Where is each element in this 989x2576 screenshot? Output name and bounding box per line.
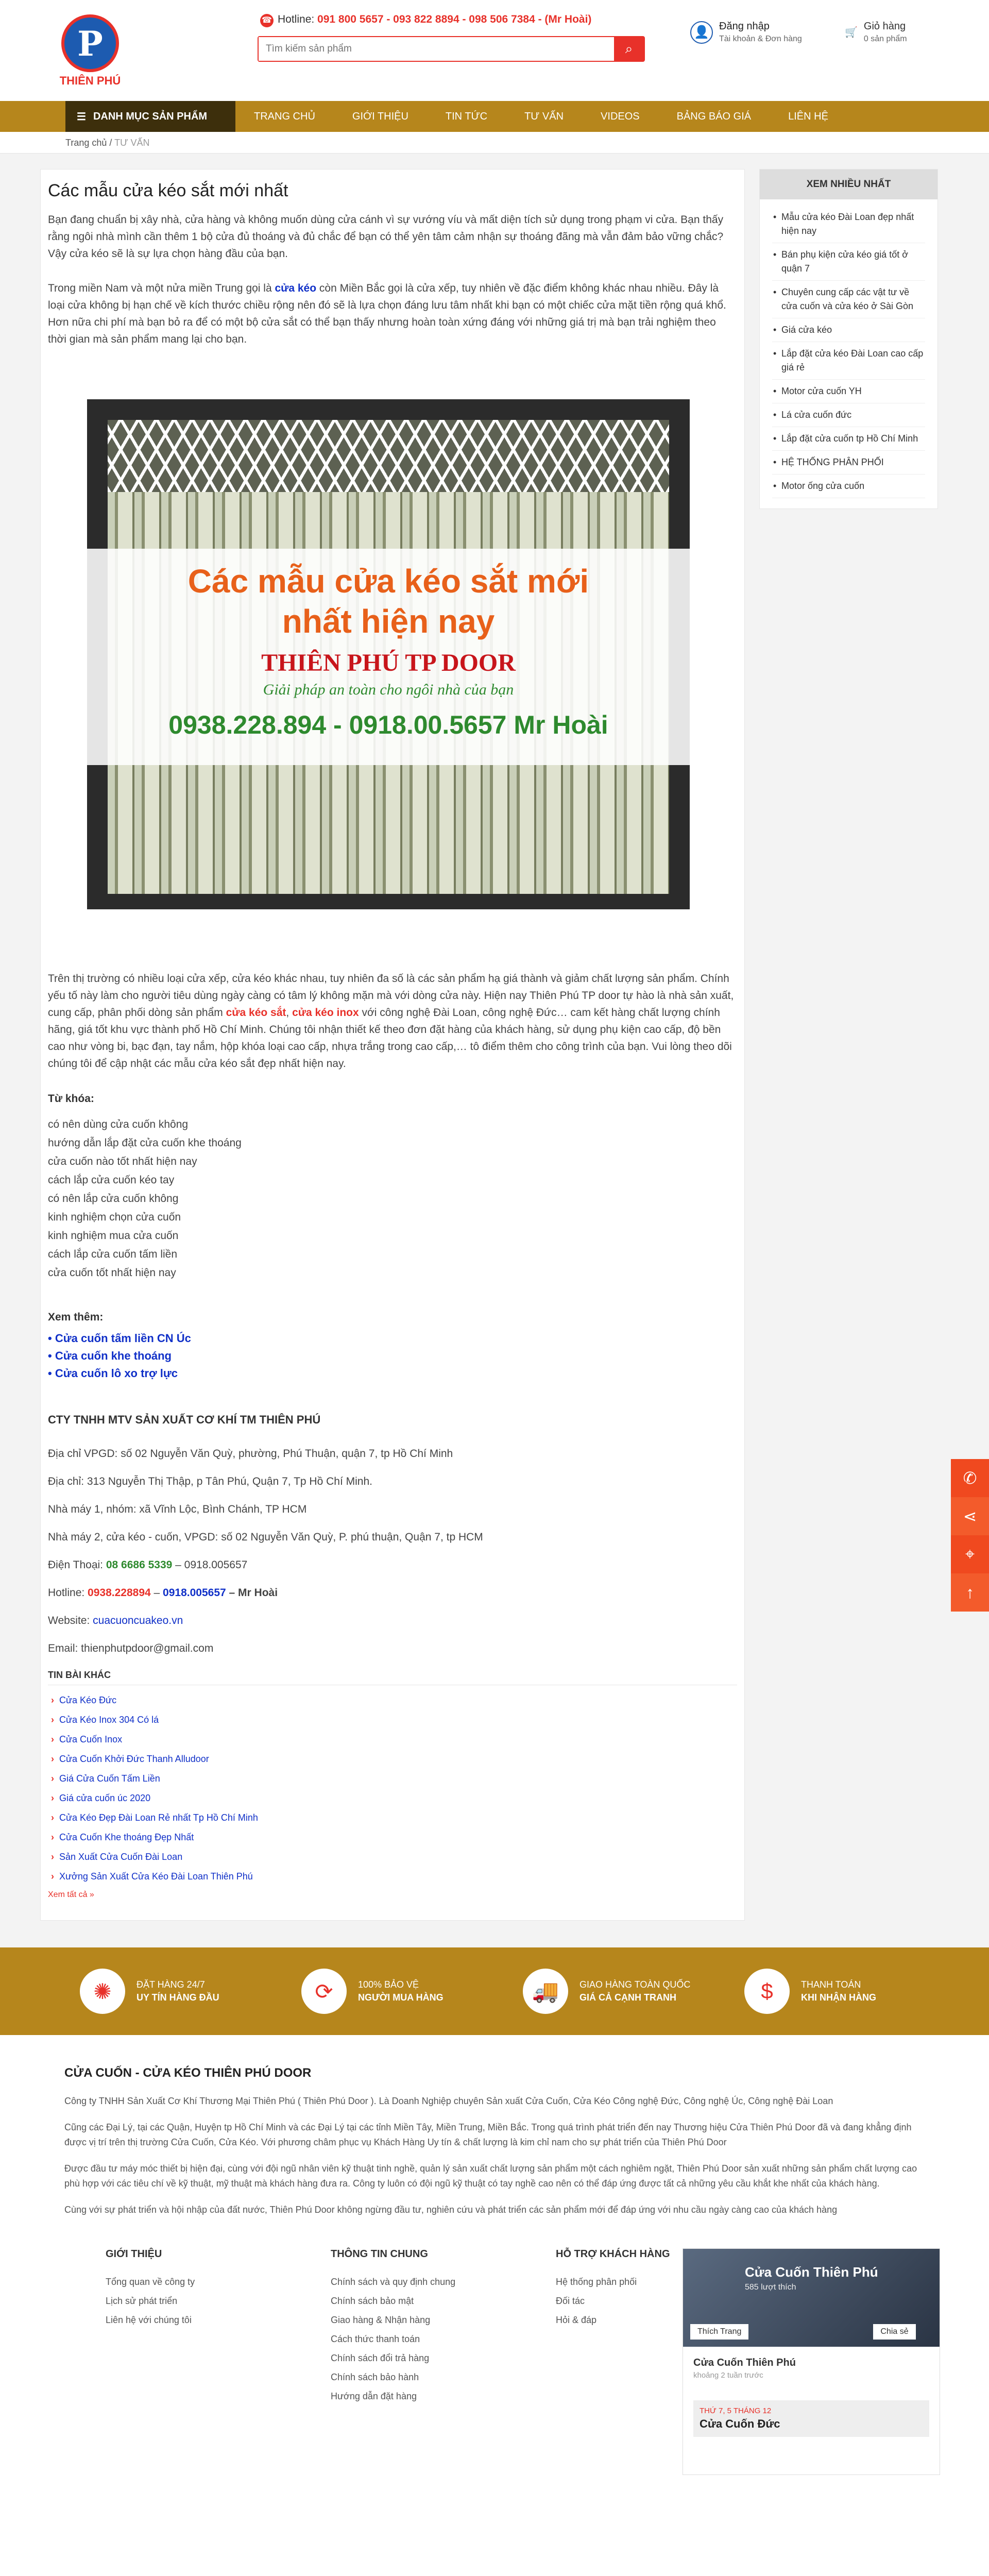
- see-more-title: Xem thêm:: [48, 1311, 104, 1323]
- other-news-item[interactable]: › Cửa Cuốn Khe thoáng Đẹp Nhất: [48, 1827, 737, 1847]
- hero-image: [87, 399, 690, 909]
- phone-icon: ☎: [260, 14, 274, 27]
- hero-line-2: nhất hiện nay: [282, 603, 495, 640]
- most-viewed-item[interactable]: • Lắp đặt cửa cuốn tp Hồ Chí Minh: [772, 427, 925, 451]
- login-sub: Tài khoản & Đơn hàng: [719, 35, 802, 43]
- hero-line-1: Các mẫu cửa kéo sắt mới: [187, 563, 589, 600]
- company-info: [48, 1413, 737, 1663]
- about-paragraph: Cùng với sự phát triển và hội nhập của đất nước, Thiên Phú Door không ngừng đầu tư, nghiên cứu và phát triển các sản phẩm mới để đáp ứng với nhu cầu ngày càng cao của khách hàng: [64, 2205, 838, 2215]
- nav-advice[interactable]: TƯ VẤN: [524, 110, 564, 122]
- most-viewed-item[interactable]: • Lá cửa cuốn đức: [772, 403, 925, 427]
- keyword-item: hướng dẫn lắp đặt cửa cuốn khe thoáng: [48, 1137, 242, 1149]
- facebook-page-name[interactable]: Cửa Cuốn Thiên Phú: [745, 2264, 878, 2280]
- company-website-link[interactable]: cuacuoncuakeo.vn: [93, 1615, 183, 1626]
- share-icon: ⋖: [963, 1507, 977, 1526]
- footer-link[interactable]: Hướng dẫn đặt hàng: [331, 2391, 417, 2401]
- most-viewed-box: [759, 169, 938, 509]
- article-paragraph-3: Trên thị trường có nhiều loại cửa xếp, cửa kéo khác nhau, tuy nhiên đa số là các sản phẩm hạ giá thành và giảm chất lượng sản phẩm. Chính yếu tố này làm cho người tiêu dùng ngày càng có tâm lý không mặn mà với dòng cửa này. Hiện nay Thiên Phú TP door tự hào là nhà sản xuất, cung cấp, phân phối dòng sản phẩm cửa kéo sắt, cửa kéo inox với công nghệ Đài Loan, công nghệ Đức… cam kết hàng chất lượng chính hãng, giá tốt khu vực thành phố Hồ Chí Minh. Chúng tôi nhận thiết kế theo đơn đặt hàng của khách hàng, sử dụng phụ kiện cao cấp, độ bền cao như vòng bi, bạc đạn, tay nắm, hộp khóa loại cao cấp, nhựa trắng trong cao cấp,… tô điểm thêm cho công trình của bạn. Vui lòng theo dõi chúng tôi để cập nhật các mẫu cửa kéo sắt đẹp nhất hiện nay.: [48, 973, 734, 1070]
- about-paragraph: Được đầu tư máy móc thiết bị hiện đại, cùng với đội ngũ nhân viên kỹ thuật tinh nghề, quản lý sản xuất chất lượng sản phẩm một cách nghiêm ngặt, Thiên Phú Door sản xuất những sản phẩm chất lượng cao phù hợp với các tiêu chí về kỹ thuật, mỹ thuật mà khách hàng đưa ra. Công ty luôn có đội ngũ kỹ thuật có tay nghề cao nên có thể đáp ứng được tất cả những yêu cầu khắt khe nhất của khách hàng.: [64, 2163, 917, 2189]
- hero-slogan: Giải pháp an toàn cho ngôi nhà của bạn: [263, 681, 514, 698]
- about-paragraph: Công ty TNHH Sản Xuất Cơ Khí Thương Mại Thiên Phú ( Thiên Phú Door ). Là Doanh Nghiệp chuyên Sản xuất Cửa Cuốn, Cửa Kéo Công nghệ Đức, Công nghệ Úc, Công nghệ Đài Loan: [64, 2096, 833, 2106]
- money-icon: $: [744, 1969, 790, 2014]
- truck-icon: 🚚: [523, 1969, 568, 2014]
- footer-link[interactable]: Đối tác: [556, 2296, 585, 2306]
- keyword-item: cửa cuốn nào tốt nhất hiện nay: [48, 1156, 197, 1167]
- search-input[interactable]: [259, 37, 614, 61]
- cart-sub: 0 sản phẩm: [863, 35, 907, 43]
- keywords-list: [48, 1115, 737, 1282]
- hotline: [260, 13, 591, 27]
- user-icon: 👤: [690, 21, 713, 44]
- keywords-title: Từ khóa:: [48, 1093, 94, 1105]
- breadcrumb-separator: /: [109, 138, 112, 148]
- other-news-item[interactable]: › Cửa Cuốn Inox: [48, 1730, 737, 1749]
- breadcrumb-home[interactable]: Trang chủ: [65, 138, 107, 148]
- see-more-link[interactable]: • Cửa cuốn khe thoáng: [48, 1347, 737, 1365]
- hero-brand: THIÊN PHÚ TP DOOR: [261, 649, 516, 676]
- hotline-numbers[interactable]: 091 800 5657 - 093 822 8894 - 098 506 7384 - (Mr Hoài): [317, 13, 592, 25]
- other-news-item[interactable]: › Cửa Cuốn Khởi Đức Thanh Alludoor: [48, 1749, 737, 1769]
- keyword-item: cách lắp cửa cuốn tấm liền: [48, 1248, 178, 1260]
- footer-link[interactable]: Tổng quan về công ty: [106, 2277, 195, 2287]
- most-viewed-item[interactable]: • Motor cửa cuốn YH: [772, 380, 925, 403]
- cart-link[interactable]: [845, 21, 907, 44]
- cart-label: Giỏ hàng: [863, 21, 906, 32]
- category-menu-button[interactable]: [65, 101, 235, 132]
- footer-link[interactable]: Chính sách đổi trả hàng: [331, 2353, 430, 2363]
- article: [40, 169, 745, 1921]
- other-news-item[interactable]: › Giá cửa cuốn úc 2020: [48, 1788, 737, 1808]
- main-nav: [0, 101, 989, 132]
- other-news-item[interactable]: › Cửa Kéo Đẹp Đài Loan Rẻ nhất Tp Hồ Chí Minh: [48, 1808, 737, 1827]
- service-item: $ THANH TOÁN KHI NHẬN HÀNG: [744, 1969, 966, 2014]
- article-intro: Bạn đang chuẩn bị xây nhà, cửa hàng và không muốn dùng cửa cánh vì sự vướng víu và mất diện tích sử dụng trong phạm vi cửa. Bạn thấy rằng ngôi nhà mình cần thêm 1 bộ cửa đủ thoáng và đủ chắc để bạn có thể yên tâm cảm nhận sự thoáng đãng mà vẫn đảm bảo vững chắc? Vậy cửa kéo sẽ là sự lựa chọn hàng đầu của bạn.: [48, 214, 724, 260]
- keyword-item: kinh nghiệm chọn cửa cuốn: [48, 1211, 181, 1223]
- see-all-link[interactable]: Xem tất cả »: [48, 1890, 94, 1899]
- hero-banner: [87, 549, 690, 765]
- hotline-label: Hotline:: [278, 13, 315, 25]
- footer-link[interactable]: Chính sách và quy định chung: [331, 2277, 456, 2287]
- article-paragraph-2: Trong miền Nam và một nửa miền Trung gọi là cửa kéo còn Miền Bắc gọi là cửa xếp, tuy nhiên về đặc điểm không khác nhau nhiều. Đây là loại cửa không bị hạn chế về kích thước chiều rộng nên đó sẽ là lựa chọn đáng lưu tâm nhất khi bạn có một chiếc cửa mặt tiền rộng quá khổ. Hơn nữa chi phí mà bạn bỏ ra để có một bộ cửa sắt có thể bạn thấy nhưng hoàn toàn xứng đáng với những giá trị mà bạn trải nghiệm theo thời gian mà sản phẩm mang lại cho bạn.: [48, 282, 726, 345]
- company-factory-2: Nhà máy 2, cửa kéo - cuốn, VPGD: số 02 Nguyễn Văn Quỳ, P. phú thuận, Quận 7, tp HCM: [48, 1531, 483, 1543]
- search-icon: ⌕: [625, 41, 633, 56]
- breadcrumb-current: TƯ VẤN: [114, 138, 150, 148]
- facebook-widget: [683, 2248, 940, 2475]
- link-cua-keo-sat[interactable]: cửa kéo sắt: [226, 1007, 286, 1019]
- company-hotline: Hotline: 0938.228894 – 0918.005657 – Mr Hoài: [48, 1587, 278, 1599]
- sidebar: [759, 169, 938, 1921]
- arrow-up-icon: ↑: [966, 1583, 974, 1602]
- nav-videos[interactable]: VIDEOS: [601, 110, 640, 122]
- main-area: [0, 154, 989, 1947]
- nav-news[interactable]: TIN TỨC: [445, 110, 488, 122]
- account-link[interactable]: [690, 21, 802, 44]
- logo-text: THIÊN PHÚ: [59, 74, 121, 87]
- most-viewed-title: XEM NHIỀU NHẤT: [760, 170, 937, 199]
- float-phone-button[interactable]: [951, 1459, 989, 1497]
- company-website: Website: cuacuoncuakeo.vn: [48, 1615, 183, 1626]
- facebook-share-button[interactable]: Chia sẻ: [873, 2324, 915, 2340]
- other-news-list: [48, 1690, 737, 1886]
- breadcrumb: [0, 132, 989, 154]
- see-more-link[interactable]: • Cửa cuốn tấm liền CN Úc: [48, 1330, 737, 1347]
- company-email: Email: thienphutpdoor@gmail.com: [48, 1642, 214, 1654]
- footer-col-info: THÔNG TIN CHUNG Chính sách và quy định chung Chính sách bảo mật Giao hàng & Nhận hàng Cách thức thanh toán Chính sách đổi trả hàng Chính sách bảo hành Hướng dẫn đặt hàng: [331, 2248, 556, 2475]
- login-label: Đăng nhập: [719, 21, 770, 32]
- footer-link[interactable]: Chính sách bảo mật: [331, 2296, 414, 2306]
- other-news-item[interactable]: › Xưởng Sản Xuất Cửa Kéo Đài Loan Thiên Phú: [48, 1867, 737, 1886]
- footer-columns: [64, 2248, 935, 2475]
- cart-icon: 🛒: [845, 27, 858, 38]
- footer-link[interactable]: Giao hàng & Nhận hàng: [331, 2315, 431, 2325]
- company-address-vpgd: Địa chỉ VPGD: số 02 Nguyễn Văn Quỳ, phường, Phú Thuận, quận 7, tp Hồ Chí Minh: [48, 1448, 453, 1460]
- hero-phones: 0938.228.894 - 0918.00.5657 Mr Hoài: [168, 710, 608, 739]
- most-viewed-item[interactable]: • Chuyên cung cấp các vật tư về cửa cuốn và cửa kéo ở Sài Gòn: [772, 281, 925, 318]
- most-viewed-list: [760, 199, 937, 509]
- most-viewed-item[interactable]: • Bán phụ kiện cửa kéo giá tốt ở quận 7: [772, 243, 925, 281]
- menu-icon: ☰: [77, 111, 86, 123]
- service-item: ✺ ĐẶT HÀNG 24/7 UY TÍN HÀNG ĐẦU: [80, 1969, 301, 2014]
- other-news-item[interactable]: › Sản Xuất Cửa Cuốn Đài Loan: [48, 1847, 737, 1867]
- facebook-likes: 585 lượt thích: [745, 2283, 796, 2292]
- keyword-item: có nên dùng cửa cuốn không: [48, 1118, 189, 1130]
- footer-link[interactable]: Lịch sử phát triển: [106, 2296, 178, 2306]
- other-news-item[interactable]: › Cửa Kéo Inox 304 Có lá: [48, 1710, 737, 1730]
- most-viewed-item[interactable]: • Lắp đặt cửa kéo Đài Loan cao cấp giá rẻ: [772, 342, 925, 380]
- service-item: 🚚 GIAO HÀNG TOÀN QUỐC GIÁ CẢ CẠNH TRANH: [523, 1969, 744, 2014]
- keyword-item: cách lắp cửa cuốn kéo tay: [48, 1174, 175, 1186]
- search-button[interactable]: [614, 37, 644, 61]
- other-news-item[interactable]: › Cửa Kéo Đức: [48, 1690, 737, 1710]
- nav-home[interactable]: TRANG CHỦ: [254, 110, 315, 122]
- most-viewed-item[interactable]: • Giá cửa kéo: [772, 318, 925, 342]
- post-preview[interactable]: THỨ 7, 5 THÁNG 12 Cửa Cuốn Đức: [693, 2400, 929, 2437]
- footer-col-about: GIỚI THIỆU Tổng quan về công ty Lịch sử phát triển Liên hệ với chúng tôi: [106, 2248, 331, 2475]
- company-phone: Điện Thoại: 08 6686 5339 – 0918.005657: [48, 1559, 248, 1571]
- service-bar: [0, 1947, 989, 2035]
- keyword-item: kinh nghiệm mua cửa cuốn: [48, 1230, 179, 1242]
- header: [0, 0, 989, 101]
- footer-link[interactable]: Chính sách bảo hành: [331, 2372, 419, 2382]
- location-icon: ⌖: [965, 1545, 975, 1563]
- link-cua-keo-inox[interactable]: cửa kéo inox: [292, 1007, 359, 1019]
- company-factory-1: Nhà máy 1, nhóm: xã Vĩnh Lộc, Bình Chánh, TP HCM: [48, 1503, 307, 1515]
- nav-pricelist[interactable]: BẢNG BÁO GIÁ: [676, 110, 752, 122]
- gate-lattice: [108, 420, 669, 492]
- logo-mark: P: [61, 14, 119, 72]
- footer-link[interactable]: Liên hệ với chúng tôi: [106, 2315, 192, 2325]
- facebook-post: [683, 2347, 940, 2447]
- footer-link[interactable]: Cách thức thanh toán: [331, 2334, 420, 2344]
- back-to-top-button[interactable]: [951, 1573, 989, 1612]
- search-box: [258, 36, 645, 62]
- company-title: CTY TNHH MTV SẢN XUẤT CƠ KHÍ TM THIÊN PHÚ: [48, 1413, 321, 1426]
- post-date: khoảng 2 tuần trước: [693, 2371, 763, 2380]
- sun-icon: ✺: [80, 1969, 125, 2014]
- post-author[interactable]: Cửa Cuốn Thiên Phú: [693, 2357, 796, 2368]
- footer-link[interactable]: Hệ thống phân phối: [556, 2277, 637, 2287]
- other-news-title: TIN BÀI KHÁC: [48, 1670, 737, 1685]
- category-menu-label: DANH MỤC SẢN PHẨM: [93, 110, 208, 122]
- other-news-item[interactable]: › Giá Cửa Cuốn Tấm Liền: [48, 1769, 737, 1788]
- facebook-cover: [683, 2249, 940, 2347]
- most-viewed-item[interactable]: • HỆ THỐNG PHÂN PHỐI: [772, 451, 925, 474]
- footer-col-support: HỖ TRỢ KHÁCH HÀNG Hệ thống phân phối Đối tác Hỏi & đáp: [556, 2248, 781, 2475]
- keyword-item: cửa cuốn tốt nhất hiện nay: [48, 1267, 176, 1279]
- keyword-item: có nên lắp cửa cuốn không: [48, 1193, 179, 1205]
- see-more-list: [48, 1330, 737, 1382]
- refresh-icon: ⟳: [301, 1969, 347, 2014]
- logo[interactable]: [49, 14, 131, 92]
- phone-icon: ✆: [963, 1469, 977, 1487]
- about-title: CỬA CUỐN - CỬA KÉO THIÊN PHÚ DOOR: [64, 2066, 312, 2080]
- link-cua-keo[interactable]: cửa kéo: [275, 282, 317, 294]
- service-item: ⟳ 100% BẢO VỆ NGƯỜI MUA HÀNG: [301, 1969, 523, 2014]
- see-more-link[interactable]: • Cửa cuốn lô xo trợ lực: [48, 1365, 737, 1382]
- most-viewed-item[interactable]: • Motor ống cửa cuốn: [772, 474, 925, 498]
- float-share-button[interactable]: [951, 1497, 989, 1535]
- float-map-button[interactable]: [951, 1535, 989, 1573]
- nav-contact[interactable]: LIÊN HỆ: [788, 110, 828, 122]
- company-address: Địa chỉ: 313 Nguyễn Thị Thập, p Tân Phú, Quận 7, Tp Hồ Chí Minh.: [48, 1476, 372, 1487]
- about-section: [0, 2035, 989, 2475]
- footer-link[interactable]: Hỏi & đáp: [556, 2315, 597, 2325]
- nav-about[interactable]: GIỚI THIỆU: [352, 110, 408, 122]
- article-title: Các mẫu cửa kéo sắt mới nhất: [48, 181, 288, 200]
- facebook-like-button[interactable]: Thích Trang: [690, 2324, 748, 2340]
- about-paragraph: Cũng các Đại Lý, tại các Quận, Huyện tp Hồ Chí Minh và các Đại Lý tại các tỉnh Miền Tây, Miền Trung, Miền Bắc. Trong quá trình phát triển đến nay Thương hiệu Cửa Thiên Phú Door đã và đang khẳng định được vị trí trên thị trường Cửa Cuốn, Cửa Kéo. Với phương châm phục vụ Khách Hàng Uy tín & chất lượng là kim chỉ nam cho sự phát triển của Thiên Phú Door: [64, 2122, 912, 2147]
- most-viewed-item[interactable]: • Mẫu cửa kéo Đài Loan đẹp nhất hiện nay: [772, 206, 925, 243]
